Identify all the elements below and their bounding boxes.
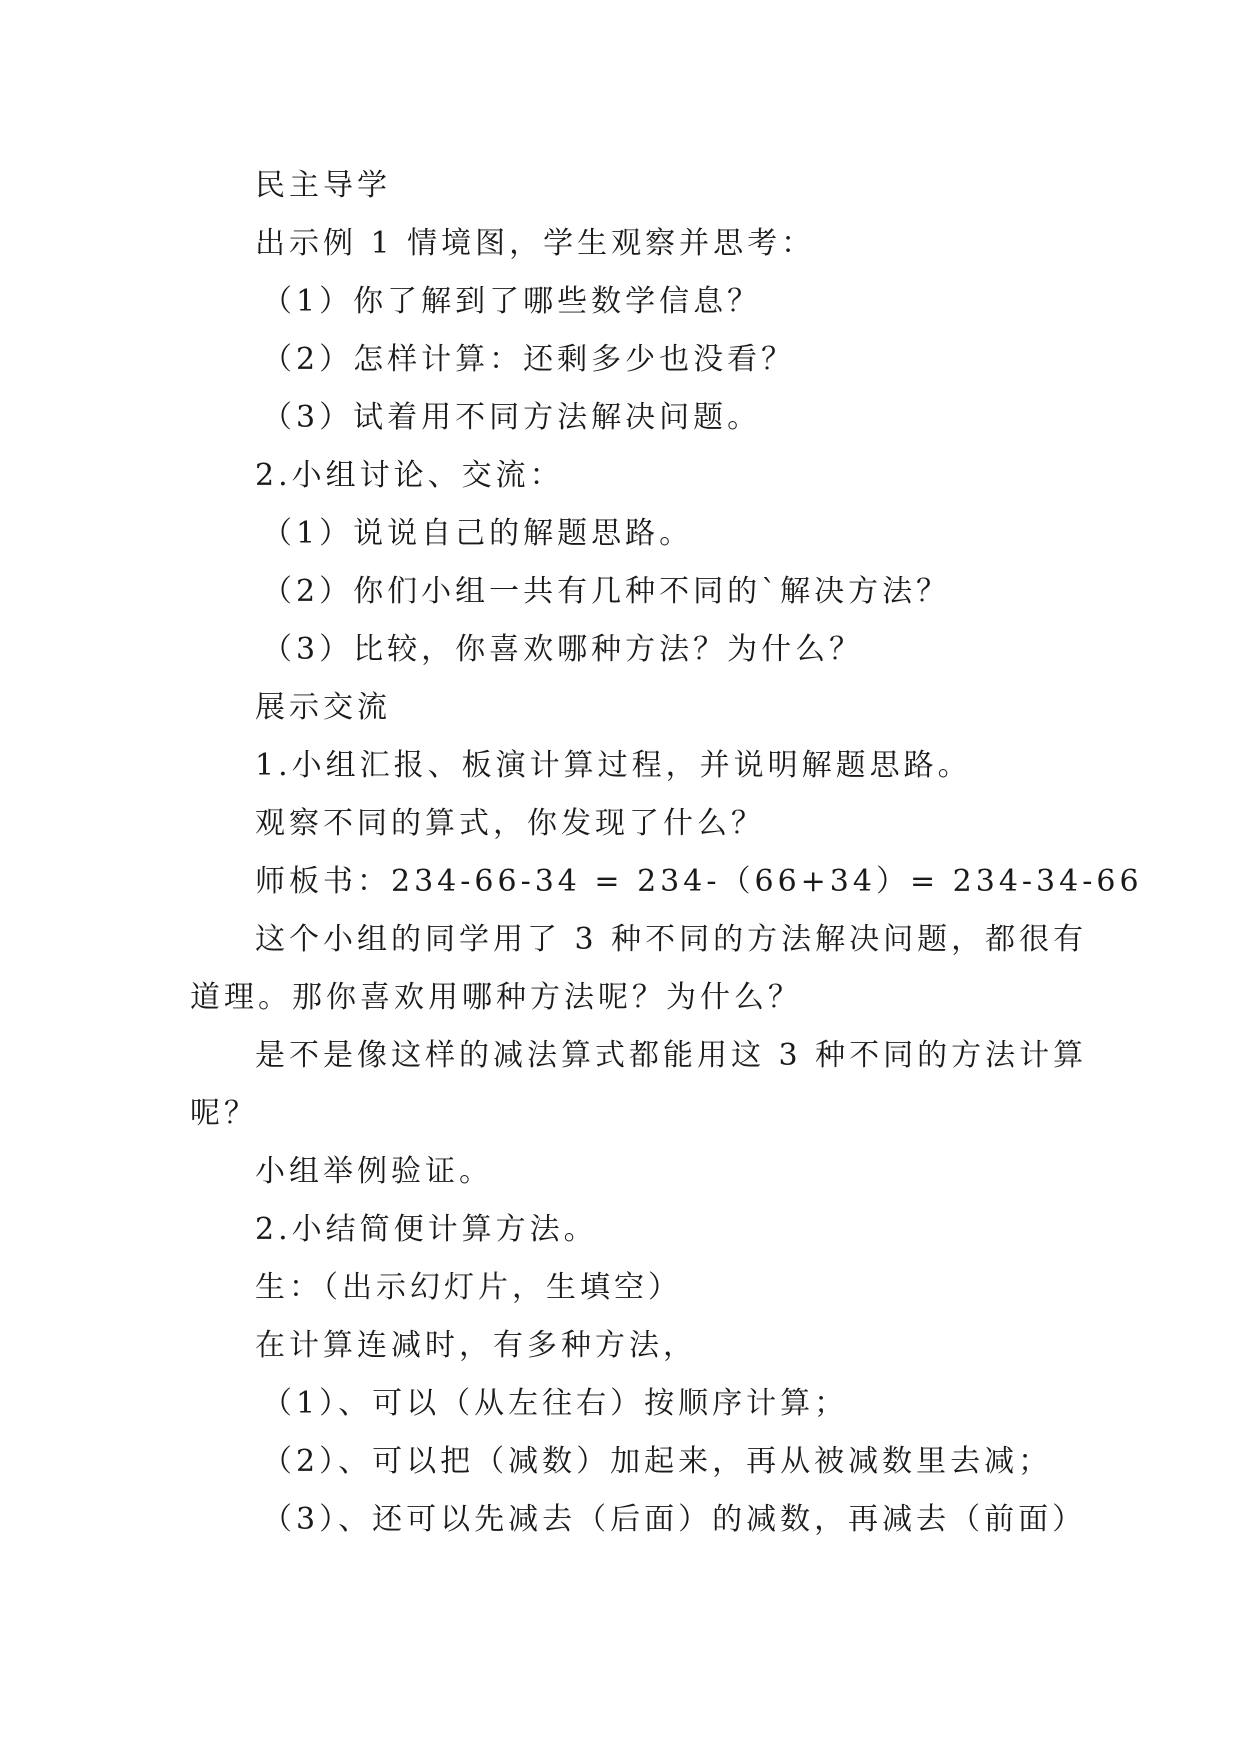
- paragraph-verify: 小组举例验证。: [255, 1154, 493, 1189]
- paragraph-question-line1: 是不是像这样的减法算式都能用这 3 种不同的方法计算: [255, 1038, 1088, 1073]
- section-group-discussion: 2.小组讨论、交流：: [255, 458, 564, 493]
- question-item-3: （3）试着用不同方法解决问题。: [262, 400, 762, 435]
- paragraph-three-methods-line2: 道理。那你喜欢用哪种方法呢？为什么？: [190, 980, 802, 1015]
- paragraph-question-line2: 呢？: [190, 1096, 258, 1131]
- paragraph-student-fill: 生：（出示幻灯片，生填空）: [255, 1270, 682, 1305]
- discussion-item-2: （2）你们小组一共有几种不同的`解决方法？: [262, 574, 951, 609]
- paragraph-show-example: 出示例 1 情境图，学生观察并思考：: [255, 226, 816, 261]
- question-item-2: （2）怎样计算：还剩多少也没看？: [262, 342, 796, 377]
- paragraph-observe: 观察不同的算式，你发现了什么？: [255, 806, 765, 841]
- question-item-1: （1）你了解到了哪些数学信息？: [262, 284, 762, 319]
- discussion-item-3: （3）比较，你喜欢哪种方法？为什么？: [262, 632, 864, 667]
- method-item-2: （2）、可以把（减数）加起来，再从被减数里去减；: [262, 1444, 1053, 1479]
- paragraph-board-writing: 师板书：234-66-34 = 234-（66+34）= 234-34-66: [255, 864, 1143, 899]
- section-summary: 2.小结简便计算方法。: [255, 1212, 598, 1247]
- method-item-1: （1）、可以（从左往右）按顺序计算；: [262, 1386, 849, 1421]
- heading-show-and-exchange: 展示交流: [255, 690, 391, 725]
- heading-democratic-guided-learning: 民主导学: [255, 168, 391, 203]
- paragraph-three-methods-line1: 这个小组的同学用了 3 种不同的方法解决问题，都很有: [255, 922, 1088, 957]
- section-group-report: 1.小组汇报、板演计算过程，并说明解题思路。: [255, 748, 972, 783]
- method-item-3: （3）、还可以先减去（后面）的减数，再减去（前面）: [262, 1502, 1087, 1537]
- paragraph-many-methods: 在计算连减时，有多种方法，: [255, 1328, 697, 1363]
- discussion-item-1: （1）说说自己的解题思路。: [262, 516, 694, 551]
